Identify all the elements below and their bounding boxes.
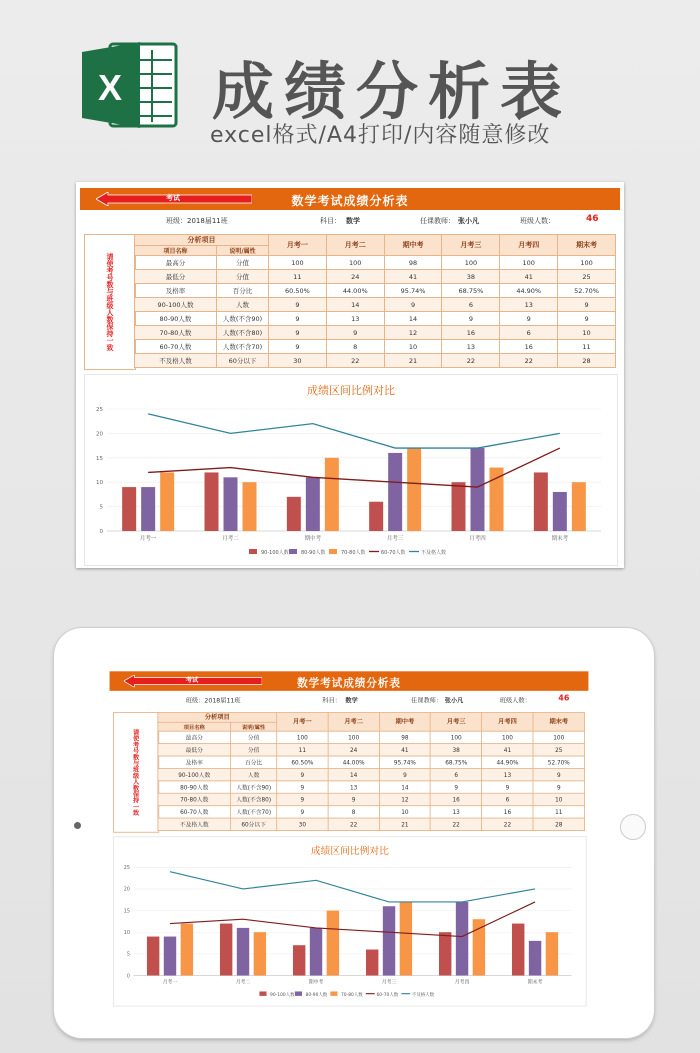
row-value: 14 (328, 768, 379, 780)
bar-0-4 (439, 932, 451, 975)
row-value: 13 (328, 781, 379, 793)
count-label: 班级人数： (499, 697, 531, 705)
group-header: 分析项目 (135, 235, 269, 246)
bar-1-0 (141, 487, 155, 531)
subject-value: 数学 (345, 697, 358, 705)
row-value: 44.00% (326, 284, 384, 298)
count-value: 46 (586, 214, 599, 224)
row-desc: 人数 (231, 768, 277, 780)
spreadsheet-preview (76, 182, 624, 568)
row-name: 90-100人数 (158, 768, 231, 780)
row-value: 14 (326, 298, 384, 312)
y-tick-label: 25 (123, 865, 130, 872)
row-value: 52.70% (558, 284, 616, 298)
bar-1-4 (471, 448, 485, 531)
row-name: 最低分 (135, 270, 217, 284)
row-value: 9 (533, 768, 584, 780)
row-desc: 人数(不含90) (231, 781, 277, 793)
row-value: 16 (482, 806, 533, 818)
row-desc: 人数(不含70) (217, 340, 269, 354)
row-value: 16 (431, 793, 482, 805)
teacher-value: 张小凡 (458, 217, 479, 225)
table-row (135, 284, 616, 298)
row-value: 11 (558, 340, 616, 354)
row-value: 22 (431, 818, 482, 830)
bar-1-5 (529, 941, 541, 976)
row-value: 28 (558, 354, 616, 368)
row-value: 9 (431, 781, 482, 793)
row-desc: 百分比 (231, 756, 277, 768)
tablet-spreadsheet-preview (106, 666, 592, 1008)
row-value: 10 (384, 340, 442, 354)
row-value: 9 (277, 793, 328, 805)
y-tick-label: 20 (123, 886, 130, 893)
bar-0-3 (366, 950, 378, 976)
table-body (158, 731, 585, 830)
row-name: 不及格人数 (158, 818, 231, 830)
row-value: 44.00% (328, 756, 379, 768)
sheet-header (110, 671, 589, 691)
row-value: 25 (533, 744, 584, 756)
row-value: 9 (269, 312, 327, 326)
bar-1-2 (306, 477, 320, 531)
row-value: 38 (431, 744, 482, 756)
legend-swatch (295, 991, 302, 995)
excel-logo-icon (80, 38, 180, 132)
row-name: 80-90人数 (158, 781, 231, 793)
legend-swatch (289, 549, 297, 554)
bar-1-5 (553, 492, 567, 531)
legend-label: 80-90人数 (301, 550, 326, 556)
table-row (158, 731, 585, 743)
row-value: 9 (482, 781, 533, 793)
exam-header: 月考一 (277, 713, 328, 732)
svg-text:X: X (97, 67, 123, 108)
row-value: 11 (269, 270, 327, 284)
row-value: 9 (277, 806, 328, 818)
row-value: 16 (442, 326, 500, 340)
info-row (80, 214, 620, 228)
row-desc: 分值 (231, 744, 277, 756)
row-value: 100 (442, 256, 500, 270)
stats-table (134, 234, 616, 368)
row-desc: 人数 (217, 298, 269, 312)
row-value: 13 (482, 768, 533, 780)
row-value: 24 (328, 744, 379, 756)
bar-0-3 (369, 502, 383, 531)
row-value: 98 (379, 731, 430, 743)
x-tick-label: 期中考 (308, 979, 324, 986)
desc-header: 说明/属性 (231, 722, 277, 731)
sheet-title: 数学考试成绩分析表 (297, 676, 401, 690)
legend-swatch (259, 991, 266, 995)
row-name: 最高分 (158, 731, 231, 743)
class-label: 班级：2018届11班 (185, 697, 241, 705)
chart-title: 成绩区间比例对比 (310, 846, 389, 858)
row-value: 14 (384, 312, 442, 326)
row-value: 100 (500, 256, 558, 270)
row-value: 100 (328, 731, 379, 743)
bar-2-0 (181, 924, 193, 976)
line-series-4 (170, 872, 535, 902)
row-value: 41 (500, 270, 558, 284)
row-name: 60-70人数 (135, 340, 217, 354)
row-value: 6 (500, 326, 558, 340)
x-tick-label: 期中考 (304, 536, 322, 542)
legend-swatch (330, 991, 337, 995)
legend-label: 70-80人数 (341, 550, 366, 556)
table-row (158, 768, 585, 780)
row-value: 100 (431, 731, 482, 743)
legend-label: 60-70人数 (381, 550, 406, 556)
exam-header: 期末考 (533, 713, 584, 732)
legend-label: 不及格人数 (421, 550, 447, 556)
bar-2-4 (473, 919, 485, 975)
item-header: 项目名称 (158, 722, 231, 731)
row-value: 21 (379, 818, 430, 830)
exam-header: 月考四 (500, 235, 558, 256)
row-desc: 人数(不含90) (217, 312, 269, 326)
bar-2-4 (490, 468, 504, 531)
x-tick-label: 月考三 (386, 536, 404, 542)
legend-label: 不及格人数 (411, 992, 435, 998)
row-desc: 分值 (217, 256, 269, 270)
row-name: 70-80人数 (135, 326, 217, 340)
exam-header: 月考二 (328, 713, 379, 732)
bar-2-2 (327, 911, 339, 976)
row-value: 100 (326, 256, 384, 270)
table-row (158, 756, 585, 768)
table-row (135, 298, 616, 312)
bar-2-1 (254, 932, 266, 975)
row-value: 22 (442, 354, 500, 368)
bar-0-4 (452, 482, 466, 531)
exam-header: 期末考 (558, 235, 616, 256)
bar-0-2 (293, 945, 305, 975)
row-value: 41 (379, 744, 430, 756)
row-desc: 60分以下 (231, 818, 277, 830)
row-value: 9 (384, 298, 442, 312)
group-header: 分析项目 (158, 713, 277, 723)
sheet-header (80, 188, 620, 210)
bar-line-chart (85, 375, 617, 565)
y-tick-label: 10 (123, 929, 130, 936)
stats-table (157, 712, 584, 831)
row-value: 100 (277, 731, 328, 743)
row-desc: 人数(不含80) (231, 793, 277, 805)
x-tick-label: 月考一 (162, 979, 178, 986)
row-value: 100 (482, 731, 533, 743)
subject-value: 数学 (346, 217, 360, 225)
table-row (135, 340, 616, 354)
row-value: 44.90% (500, 284, 558, 298)
table-row (135, 270, 616, 284)
row-value: 38 (442, 270, 500, 284)
table-row (158, 806, 585, 818)
row-value: 68.75% (442, 284, 500, 298)
row-value: 13 (500, 298, 558, 312)
row-value: 9 (269, 326, 327, 340)
row-desc: 人数(不含80) (217, 326, 269, 340)
row-value: 95.74% (379, 756, 430, 768)
row-value: 68.75% (431, 756, 482, 768)
row-value: 9 (558, 298, 616, 312)
page-subtitle: excel格式/A4打印/内容随意修改 (210, 123, 551, 148)
row-name: 60-70人数 (158, 806, 231, 818)
table-row (135, 312, 616, 326)
bar-2-5 (546, 932, 558, 975)
row-desc: 人数(不含70) (231, 806, 277, 818)
exam-header: 月考二 (326, 235, 384, 256)
bar-line-chart (114, 837, 586, 1005)
x-tick-label: 月考四 (469, 536, 486, 542)
row-value: 22 (326, 354, 384, 368)
row-name: 及格率 (158, 756, 231, 768)
row-value: 13 (442, 340, 500, 354)
y-tick-label: 15 (123, 908, 130, 915)
row-value: 30 (277, 818, 328, 830)
chart-container (84, 374, 618, 566)
row-value: 10 (533, 793, 584, 805)
table-row (158, 818, 585, 830)
row-value: 11 (277, 744, 328, 756)
row-value: 9 (442, 312, 500, 326)
row-value: 22 (328, 818, 379, 830)
row-value: 12 (384, 326, 442, 340)
row-value: 9 (269, 340, 327, 354)
page-title: 成绩分析表 (212, 55, 573, 128)
row-name: 不及格人数 (135, 354, 217, 368)
row-value: 60.50% (269, 284, 327, 298)
bar-1-4 (456, 902, 468, 976)
instruction-note (113, 712, 159, 833)
row-name: 80-90人数 (135, 312, 217, 326)
legend-label: 90-100人数 (261, 550, 289, 556)
row-value: 8 (328, 806, 379, 818)
subject-label: 科目： (320, 217, 341, 225)
row-value: 9 (269, 298, 327, 312)
subject-label: 科目： (322, 697, 342, 705)
row-name: 及格率 (135, 284, 217, 298)
exam-header: 月考一 (269, 235, 327, 256)
sheet-title: 数学考试成绩分析表 (291, 194, 409, 208)
row-value: 100 (558, 256, 616, 270)
row-value: 22 (500, 354, 558, 368)
legend-label: 90-100人数 (270, 992, 295, 998)
bar-2-1 (243, 482, 257, 531)
bar-0-0 (147, 937, 159, 976)
line-series-4 (148, 414, 560, 448)
row-value: 14 (379, 781, 430, 793)
row-value: 98 (384, 256, 442, 270)
legend-swatch (249, 549, 257, 554)
x-tick-label: 月考二 (235, 979, 251, 986)
row-name: 最低分 (158, 744, 231, 756)
table-row (158, 744, 585, 756)
row-value: 6 (442, 298, 500, 312)
row-value: 9 (500, 312, 558, 326)
y-tick-label: 15 (96, 455, 103, 462)
row-value: 13 (431, 806, 482, 818)
sheet-content (76, 182, 624, 568)
instruction-text: 请使考号数与班级人数保持一致 (132, 728, 140, 816)
bar-1-1 (224, 477, 238, 531)
row-value: 30 (269, 354, 327, 368)
row-value: 16 (500, 340, 558, 354)
exam-header: 月考三 (431, 713, 482, 732)
bar-0-5 (512, 924, 524, 976)
row-value: 41 (482, 744, 533, 756)
row-desc: 分值 (217, 270, 269, 284)
bar-0-1 (220, 924, 232, 976)
home-button[interactable] (620, 814, 646, 840)
row-value: 9 (277, 781, 328, 793)
camera-icon (74, 822, 81, 829)
y-tick-label: 5 (126, 951, 130, 958)
row-desc: 分值 (231, 731, 277, 743)
row-value: 24 (326, 270, 384, 284)
row-value: 9 (277, 768, 328, 780)
bar-2-3 (400, 902, 412, 976)
arrow-label: 考试 (185, 676, 199, 684)
teacher-label: 任课教师： (420, 217, 455, 225)
legend-label: 60-70人数 (376, 992, 399, 998)
row-value: 10 (379, 806, 430, 818)
row-value: 22 (482, 818, 533, 830)
exam-header: 月考四 (482, 713, 533, 732)
item-header: 项目名称 (135, 246, 217, 256)
teacher-value: 张小凡 (444, 697, 464, 705)
teacher-label: 任课教师： (411, 697, 443, 705)
exam-header: 期中考 (379, 713, 430, 732)
class-label: 班级：2018届11班 (166, 217, 228, 225)
bar-1-2 (310, 928, 322, 976)
table-row (158, 781, 585, 793)
bar-0-2 (287, 497, 301, 531)
row-value: 9 (558, 312, 616, 326)
count-label: 班级人数： (520, 217, 555, 225)
row-name: 最高分 (135, 256, 217, 270)
row-value: 60.50% (277, 756, 328, 768)
row-value: 41 (384, 270, 442, 284)
info-row (110, 694, 589, 706)
x-tick-label: 月考一 (139, 536, 157, 542)
row-value: 28 (533, 818, 584, 830)
row-value: 9 (533, 781, 584, 793)
row-value: 13 (326, 312, 384, 326)
sheet-content (106, 666, 592, 1008)
y-tick-label: 5 (99, 504, 103, 511)
table-body (135, 256, 616, 368)
table-row (135, 256, 616, 270)
instruction-note (84, 234, 136, 370)
y-tick-label: 10 (96, 480, 103, 487)
x-tick-label: 期末考 (527, 979, 543, 986)
row-value: 9 (328, 793, 379, 805)
bar-2-2 (325, 458, 339, 531)
row-value: 52.70% (533, 756, 584, 768)
row-name: 90-100人数 (135, 298, 217, 312)
table-row (135, 354, 616, 368)
row-value: 44.90% (482, 756, 533, 768)
x-tick-label: 期末考 (551, 536, 569, 542)
x-tick-label: 月考三 (381, 979, 397, 986)
chart-container (113, 836, 587, 1006)
exam-header: 月考三 (442, 235, 500, 256)
y-tick-label: 0 (126, 973, 130, 980)
bar-2-5 (572, 482, 586, 531)
row-value: 10 (558, 326, 616, 340)
x-tick-label: 月考四 (454, 979, 470, 986)
bar-0-0 (122, 487, 136, 531)
arrow-label: 考试 (166, 194, 180, 202)
row-value: 6 (431, 768, 482, 780)
legend-swatch (329, 549, 337, 554)
y-tick-label: 0 (99, 529, 103, 535)
table-row (135, 326, 616, 340)
chart-title: 成绩区间比例对比 (307, 384, 395, 397)
legend-label: 80-90人数 (305, 992, 328, 998)
bar-0-1 (205, 472, 219, 531)
row-desc: 60分以下 (217, 354, 269, 368)
desc-header: 说明/属性 (217, 246, 269, 256)
bar-1-0 (164, 937, 176, 976)
row-value: 8 (326, 340, 384, 354)
bar-1-1 (237, 928, 249, 976)
row-name: 70-80人数 (158, 793, 231, 805)
row-desc: 百分比 (217, 284, 269, 298)
bar-0-5 (534, 472, 548, 531)
bar-1-3 (388, 453, 402, 531)
row-value: 25 (558, 270, 616, 284)
count-value: 46 (558, 694, 570, 704)
instruction-text: 请使考号数与班级人数保持一致 (106, 253, 114, 351)
bar-2-3 (407, 448, 421, 531)
table-row (158, 793, 585, 805)
legend-label: 70-80人数 (341, 992, 363, 998)
row-value: 11 (533, 806, 584, 818)
y-tick-label: 20 (96, 431, 103, 438)
exam-header: 期中考 (384, 235, 442, 256)
row-value: 6 (482, 793, 533, 805)
row-value: 21 (384, 354, 442, 368)
row-value: 12 (379, 793, 430, 805)
row-value: 100 (269, 256, 327, 270)
x-tick-label: 月考二 (222, 536, 239, 542)
row-value: 100 (533, 731, 584, 743)
row-value: 9 (379, 768, 430, 780)
y-tick-label: 25 (96, 407, 103, 413)
bar-2-0 (160, 472, 174, 531)
row-value: 9 (326, 326, 384, 340)
row-value: 95.74% (384, 284, 442, 298)
bar-1-3 (383, 906, 395, 975)
